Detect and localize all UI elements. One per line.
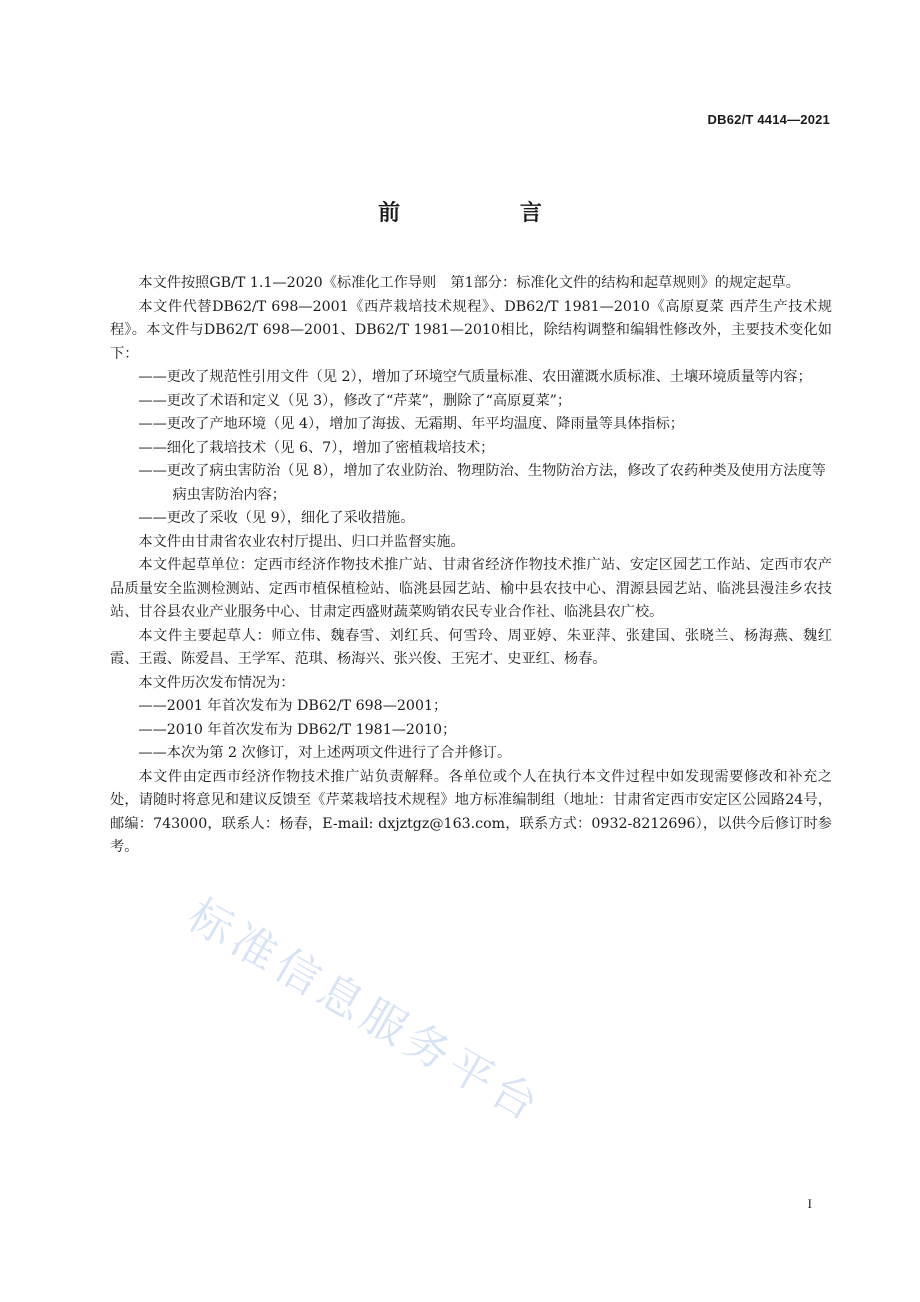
document-code: DB62/T 4414—2021	[707, 112, 830, 127]
change-item: ——更改了产地环境（见 4），增加了海拔、无霜期、年平均温度、降雨量等具体指标；	[138, 416, 684, 432]
history-item: ——本次为第 2 次修订，对上述两项文件进行了合并修订。	[138, 745, 512, 761]
change-item: ——更改了规范性引用文件（见 2），增加了环境空气质量标准、农田灌溉水质标准、土壤环境质量等内容；	[138, 369, 812, 385]
paragraph-replacement: 本文件代替DB62/T 698—2001《西芹栽培技术规程》、DB62/T 1981—2010《高原夏菜 西芹生产技术规程》。本文件与DB62/T 698—2001、DB62/T 1981—2010相比，除结构调整和编辑性修改外，主要技术变化如下：	[110, 298, 832, 362]
history-list	[110, 695, 832, 766]
history-item: ——2010 年首次发布为 DB62/T 1981—2010；	[138, 721, 457, 738]
watermark: 标准信息服务平台	[179, 889, 551, 1134]
paragraph-drafting-units: 本文件起草单位：定西市经济作物技术推广站、甘肃省经济作物技术推广站、安定区园艺工作站、定西市农产品质量安全监测检测站、定西市植保植检站、临洮县园艺站、榆中县农技中心、渭源县园艺站、临洮县漫洼乡农技站、甘谷县农业产业服务中心、甘肃定西盛财蔬菜购销农民专业合作社、临洮县农广校。	[110, 557, 832, 620]
changes-list	[110, 366, 832, 531]
change-item: ——更改了术语和定义（见 3），修改了“芹菜”，删除了“高原夏菜”；	[138, 392, 572, 409]
history-item: ——2001 年首次发布为 DB62/T 698—2001；	[138, 698, 448, 714]
change-item: ——更改了采收（见 9），细化了采收措施。	[138, 510, 415, 526]
page-title: 前 言	[378, 201, 598, 226]
paragraph-history-intro: 本文件历次发布情况为：	[138, 674, 295, 691]
change-item: ——更改了病虫害防治（见 8），增加了农业防治、物理防治、生物防治方法，修改了农药种类及使用方法度等病虫害防治内容；	[138, 463, 826, 503]
page-number: I	[807, 1196, 812, 1211]
paragraph-drafters: 本文件主要起草人：师立伟、魏春雪、刘红兵、何雪玲、周亚婷、朱亚萍、张建国、张晓兰、杨海燕、魏红霞、王霞、陈爱昌、王学军、范琪、杨海兴、张兴俊、王宪才、史亚红、杨春。	[110, 627, 832, 667]
paragraph-basis: 本文件按照GB/T 1.1—2020《标准化工作导则 第1部分：标准化文件的结构和起草规则》的规定起草。	[138, 275, 800, 291]
paragraph-proposer: 本文件由甘肃省农业农村厅提出、归口并监督实施。	[138, 533, 465, 550]
paragraph-interpretation: 本文件由定西市经济作物技术推广站负责解释。各单位或个人在执行本文件过程中如发现需要修改和补充之处，请随时将意见和建议反馈至《芹菜栽培技术规程》地方标准编制组（地址：甘肃省定西市安定区公园路24号，邮编：743000，联系人：杨春，E-mail: dxjztgz@163.com，联系方式：0932-8212696），以供今后修订时参考。	[110, 768, 832, 855]
change-item: ——细化了栽培技术（见 6、7），增加了密植栽培技术；	[138, 439, 495, 456]
foreword-body	[110, 272, 832, 860]
